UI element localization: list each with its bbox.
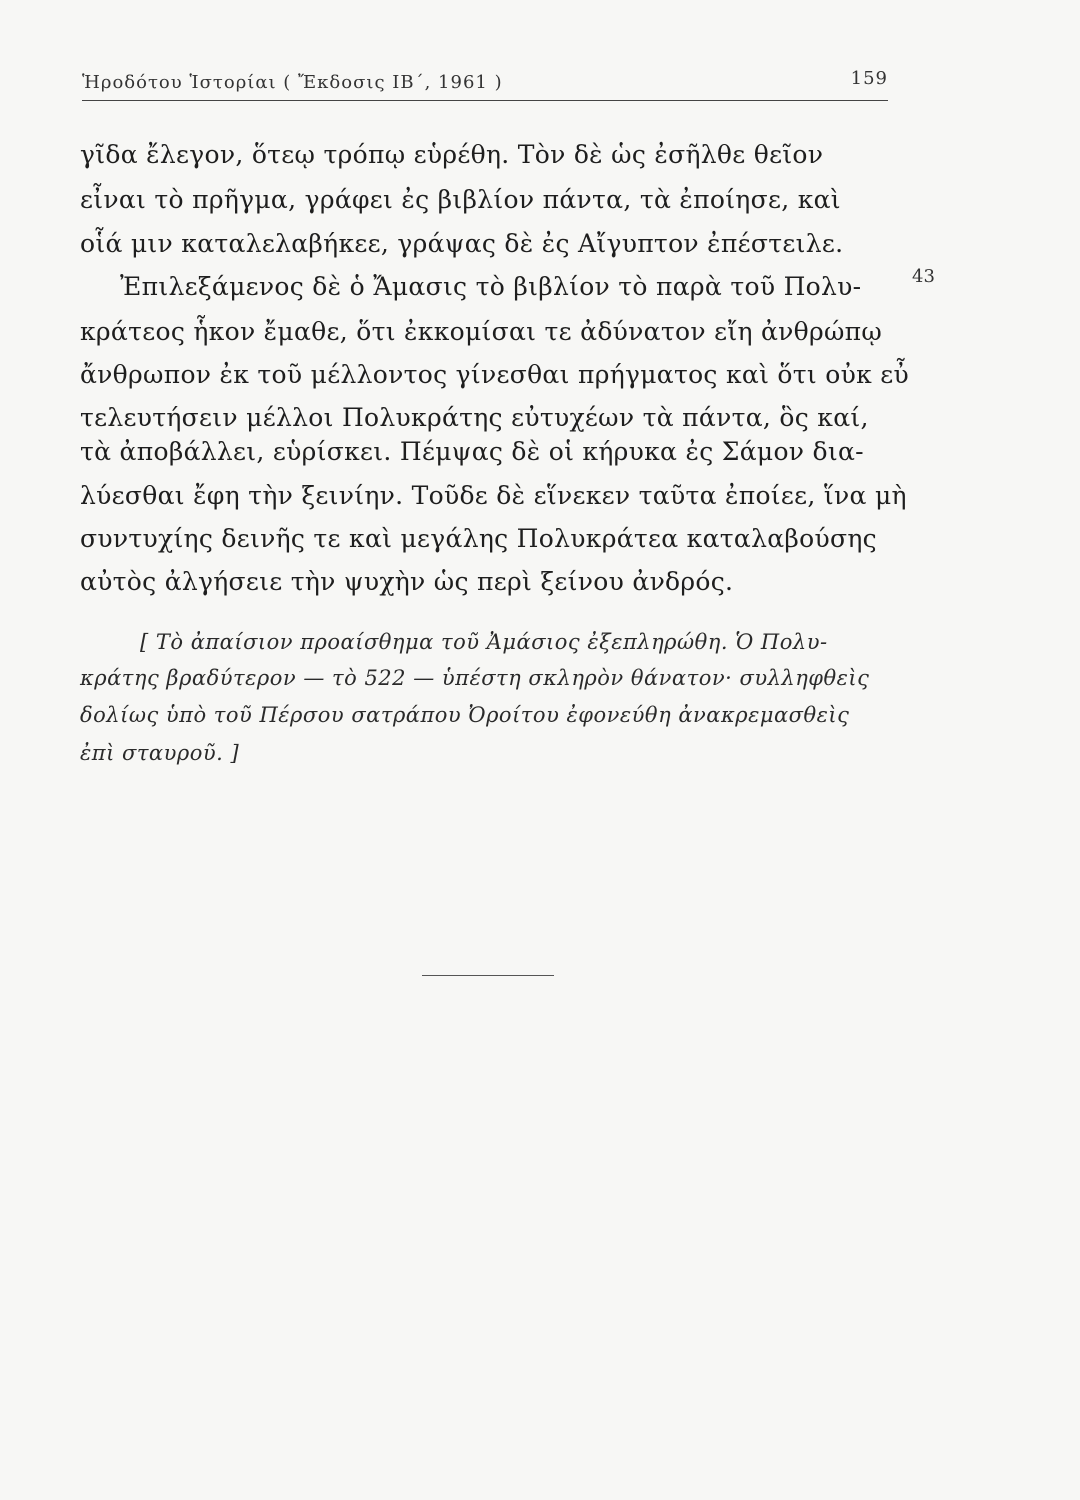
note-line: ἐπὶ σταυροῦ. ] — [80, 741, 240, 765]
text-line: τὰ ἀποβάλλει, εὑρίσκει. Πέμψας δὲ οἱ κήρυκα ἐς Σάμον δια- — [80, 437, 864, 466]
header-rule — [82, 100, 888, 101]
note-line: [ Τὸ ἀπαίσιον προαίσθημα τοῦ Ἀμάσιος ἐξεπληρώθη. Ὁ Πολυ- — [140, 630, 828, 654]
note-line: δολίως ὑπὸ τοῦ Πέρσου σατράπου Ὀροίτου ἐφονεύθη ἀνακρεμασθεὶς — [80, 703, 850, 727]
text-line: εἶναι τὸ πρῆγμα, γράφει ἐς βιβλίον πάντα, τὰ ἐποίησε, καὶ — [80, 185, 841, 214]
text-line: κράτεος ἧκον ἔμαθε, ὅτι ἐκκομίσαι τε ἀδύνατον εἴη ἀνθρώπῳ — [80, 317, 883, 346]
text-line: συντυχίης δεινῆς τε καὶ μεγάλης Πολυκράτεα καταλαβούσης — [80, 524, 877, 553]
end-rule — [422, 975, 554, 976]
note-line: κράτης βραδύτερον — τὸ 522 — ὑπέστη σκληρὸν θάνατον· συλληφθεὶς — [80, 666, 870, 690]
text-line: ἄνθρωπον ἐκ τοῦ μέλλοντος γίνεσθαι πρήγματος καὶ ὅτι οὐκ εὖ — [80, 360, 910, 389]
text-line: οἷά μιν καταλελαβήκεε, γράψας δὲ ἐς Αἴγυπτον ἐπέστειλε. — [80, 229, 844, 258]
text-line: λύεσθαι ἔφη τὴν ξεινίην. Τοῦδε δὲ εἵνεκεν ταῦτα ἐποίεε, ἵνα μὴ — [80, 481, 907, 510]
margin-section-number: 43 — [912, 266, 935, 287]
text-line: Ἐπιλεξάμενος δὲ ὁ Ἄμασις τὸ βιβλίον τὸ παρὰ τοῦ Πολυ- — [120, 272, 862, 301]
header-title: Ἡροδότου Ἱστορίαι ( Ἔκδοσις ΙΒ΄, 1961 ) — [82, 72, 503, 93]
text-line: αὐτὸς ἀλγήσειε τὴν ψυχὴν ὡς περὶ ξείνου ἀνδρός. — [80, 567, 734, 596]
page-number: 159 — [850, 68, 888, 89]
text-line: τελευτήσειν μέλλοι Πολυκράτης εὐτυχέων τὰ πάντα, ὃς καί, — [80, 403, 869, 432]
text-line: γῖδα ἔλεγον, ὅτεῳ τρόπῳ εὑρέθη. Τὸν δὲ ὡς ἐσῆλθε θεῖον — [80, 140, 824, 169]
